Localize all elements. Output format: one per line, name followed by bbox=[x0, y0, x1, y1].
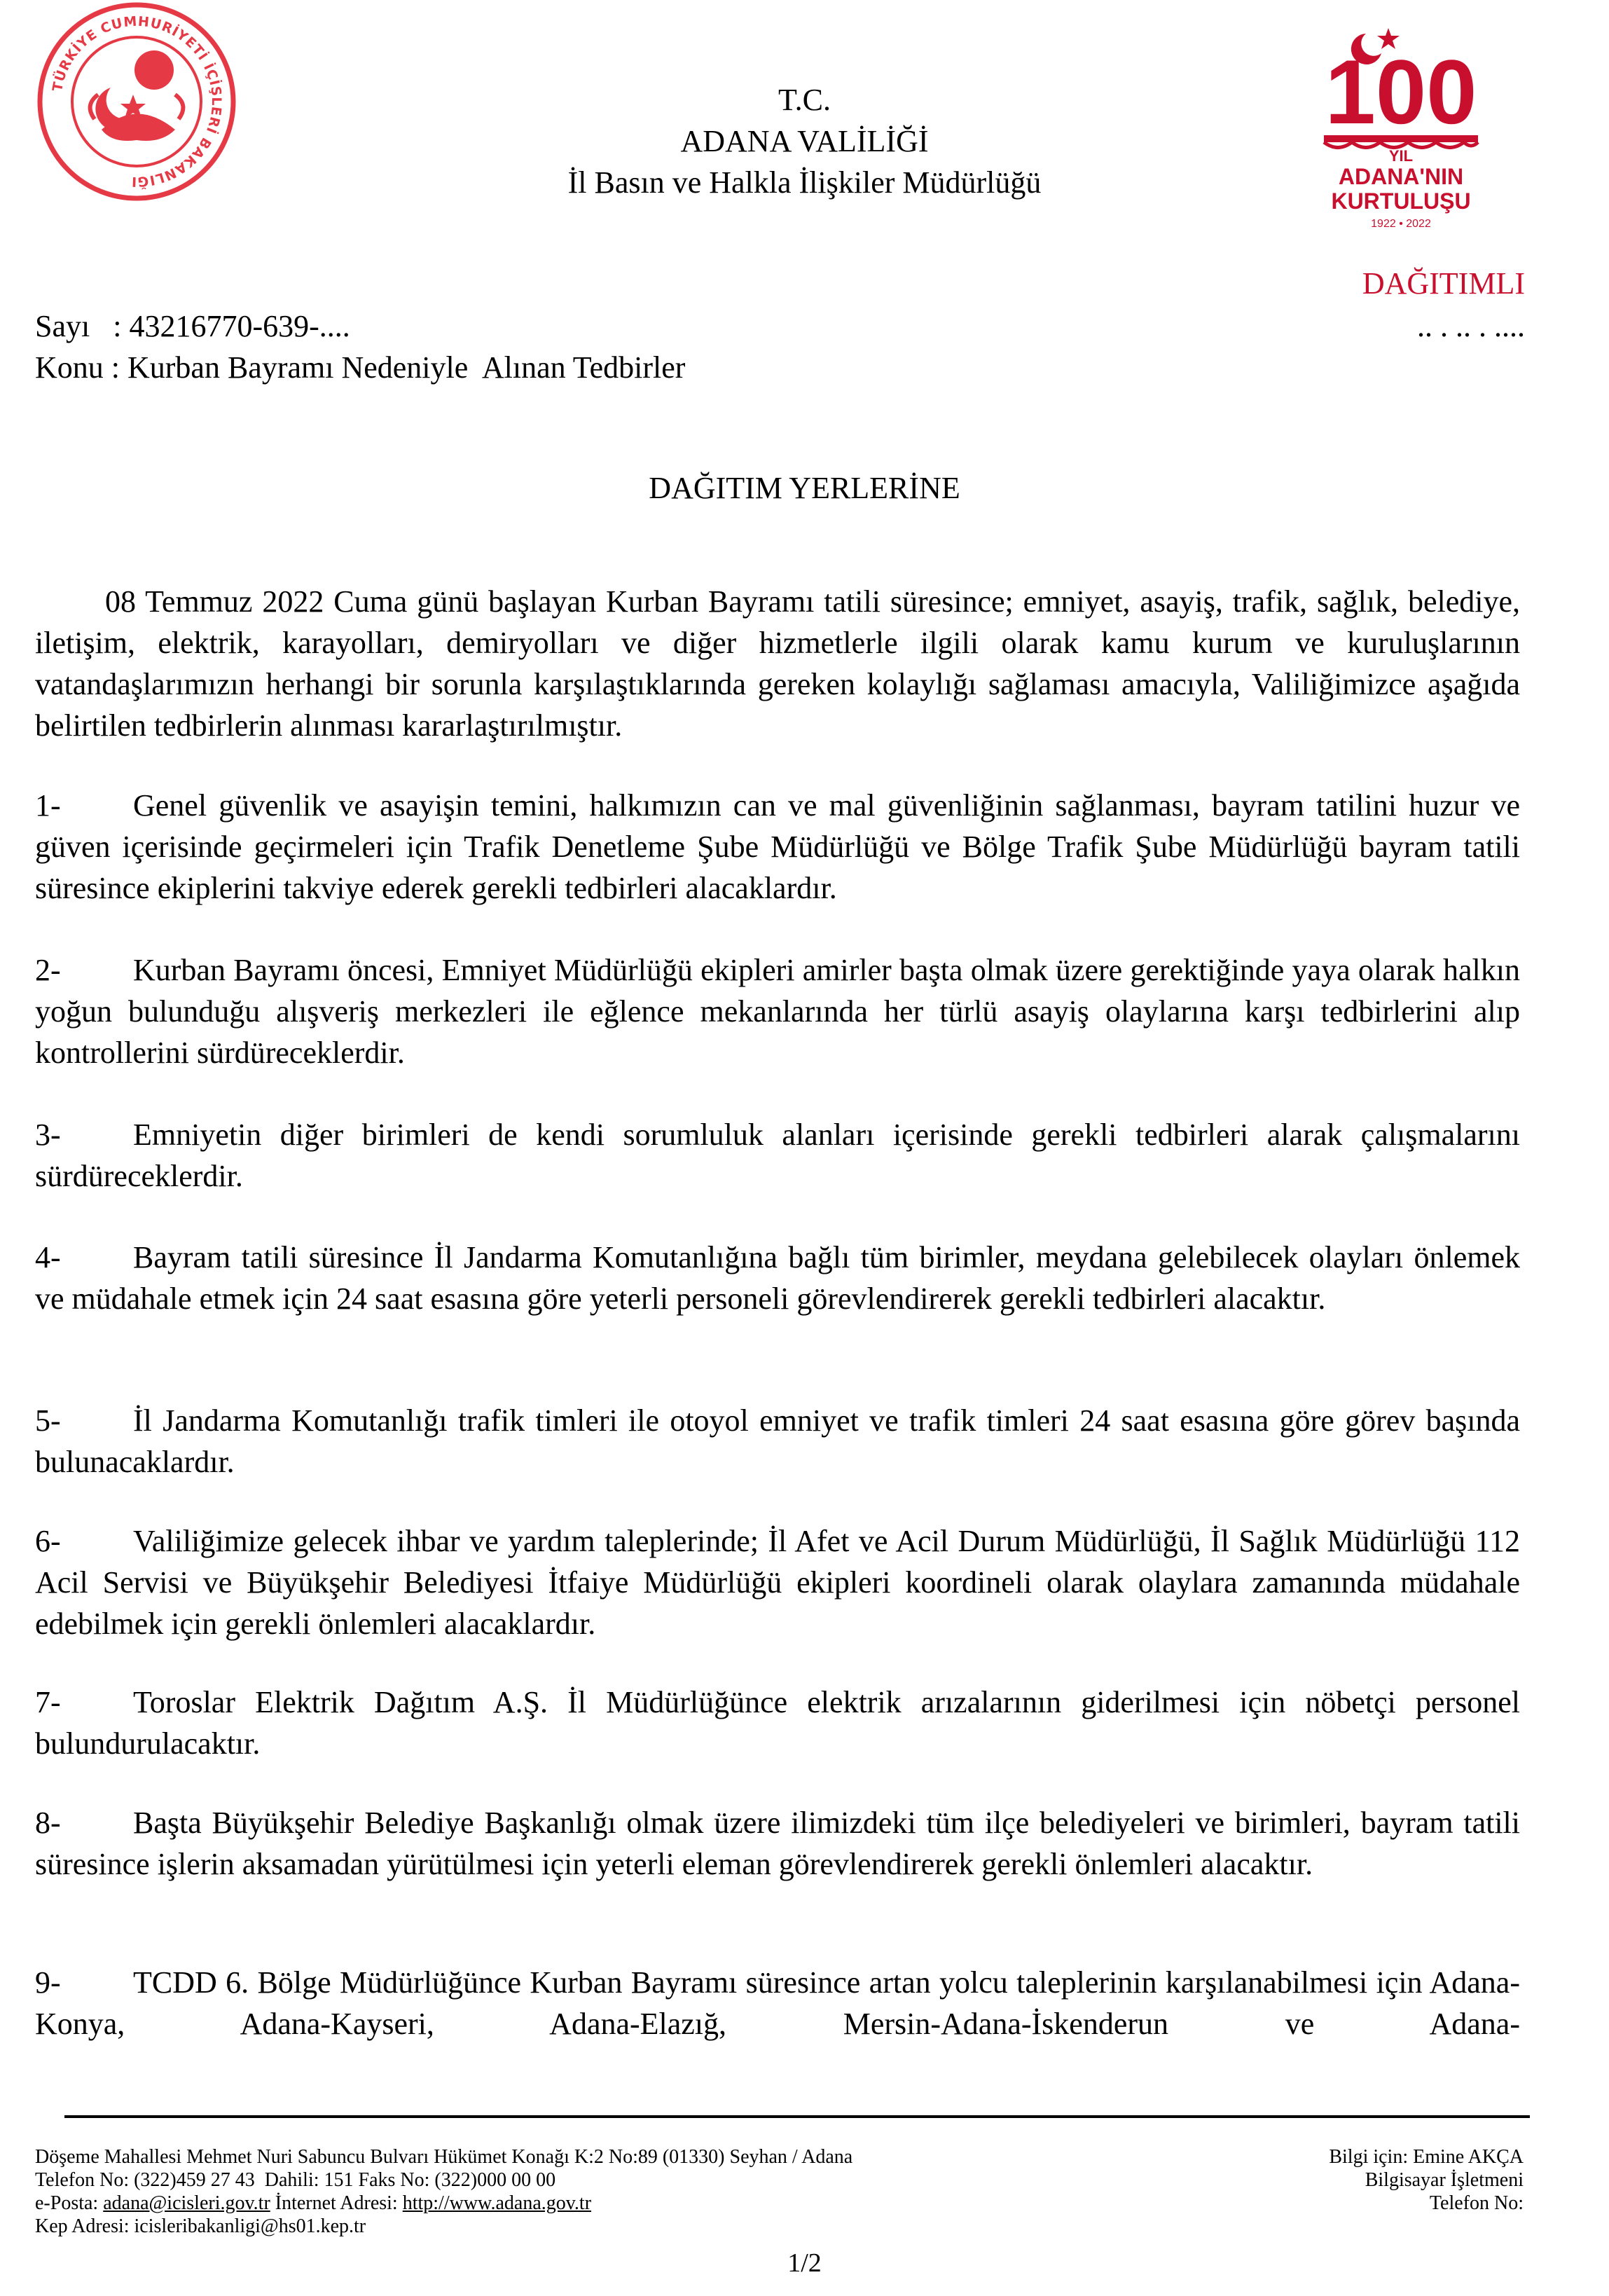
item-number: 9- bbox=[35, 1965, 61, 2000]
footer-kep: Kep Adresi: icisleribakanligi@hs01.kep.tr bbox=[35, 2215, 366, 2237]
item-number: 4- bbox=[35, 1240, 61, 1274]
distribution-label: DAĞITIMLI bbox=[1362, 266, 1525, 301]
list-item bbox=[35, 1237, 1520, 1319]
item-number: 3- bbox=[35, 1118, 61, 1152]
footer-phone: Telefon No: (322)459 27 43 Dahili: 151 Faks No: (322)000 00 00 bbox=[35, 2169, 556, 2191]
item-text: Başta Büyükşehir Belediye Başkanlığı olmak üzere ilimizdeki tüm ilçe belediyeleri ve birimleri, bayram tatili süresince işlerin aksamadan yürütülmesi için yeterli eleman görevlendirerek gerekli önlemleri alacaktır. bbox=[35, 1806, 1520, 1881]
item-number: 7- bbox=[35, 1685, 61, 1719]
item-number: 8- bbox=[35, 1806, 61, 1840]
addressee: DAĞITIM YERLERİNE bbox=[649, 471, 960, 505]
list-item bbox=[35, 785, 1520, 909]
emblem-line1: ADANA'NIN bbox=[1338, 164, 1464, 189]
page-number: 1/2 bbox=[787, 2248, 822, 2278]
emblem-yil: YIL bbox=[1388, 147, 1414, 165]
emblem-line2: KURTULUŞU bbox=[1331, 188, 1471, 214]
list-item bbox=[35, 1682, 1520, 1764]
document-number: Sayı : 43216770-639-.... bbox=[35, 309, 350, 343]
footer-divider bbox=[64, 2115, 1530, 2118]
item-number: 2- bbox=[35, 953, 61, 987]
seal-ring-text: TÜRKİYE CUMHURİYETİ İÇİŞLERİ BAKANLIĞI bbox=[49, 13, 225, 190]
item-text: Bayram tatili süresince İl Jandarma Komutanlığına bağlı tüm birimler, meydana gelebilecek olayları önlemek ve müdahale etmek için 24 saat esasına göre yeterli personeli görevlendirerek gerekli tedbirleri alacaktır. bbox=[35, 1240, 1520, 1316]
list-item bbox=[35, 1802, 1520, 1885]
footer-contact bbox=[35, 2192, 591, 2215]
item-text: Toroslar Elektrik Dağıtım A.Ş. İl Müdürlüğünce elektrik arızalarının giderilmesi için nöbetçi personel bulundurulacaktır. bbox=[35, 1685, 1520, 1761]
footer-info-unit: Bilgisayar İşletmeni bbox=[1365, 2169, 1524, 2191]
list-item bbox=[35, 1520, 1520, 1644]
list-item bbox=[35, 949, 1520, 1073]
emblem-number: 100 bbox=[1325, 41, 1477, 143]
document-subject: Konu : Kurban Bayramı Nedeniyle Alınan Tedbirler bbox=[35, 350, 686, 385]
document-date: .. . .. . .... bbox=[1417, 309, 1525, 343]
emblem-years: 1922 • 2022 bbox=[1371, 218, 1431, 230]
item-text: TCDD 6. Bölge Müdürlüğünce Kurban Bayramı süresince artan yolcu taleplerinin karşılanabilmesi için Adana-Konya, Adana-Kayseri, Adana-Elazığ, Mersin-Adana-İskenderun ve Adana- bbox=[35, 1965, 1520, 2041]
footer-info-phone: Telefon No: bbox=[1429, 2192, 1524, 2214]
web-link[interactable]: http://www.adana.gov.tr bbox=[402, 2192, 592, 2214]
web-label: İnternet Adresi: bbox=[270, 2192, 403, 2214]
header-department: İl Basın ve Halkla İlişkiler Müdürlüğü bbox=[567, 165, 1042, 200]
list-item bbox=[35, 1962, 1520, 2044]
item-text: Kurban Bayramı öncesi, Emniyet Müdürlüğü ekipleri amirler başta olmak üzere gerektiğinde yaya olarak halkın yoğun bulunduğu alışveriş merkezleri ile eğlence mekanlarında her türlü asayiş olaylarına karşı tedbirlerini alıp kontrollerini sürdüreceklerdir. bbox=[35, 953, 1520, 1070]
email-link[interactable]: adana@icisleri.gov.tr bbox=[103, 2192, 270, 2214]
footer-info-person: Bilgi için: Emine AKÇA bbox=[1329, 2146, 1524, 2168]
header-tc: T.C. bbox=[778, 83, 831, 117]
item-text: Valiliğimize gelecek ihbar ve yardım taleplerinde; İl Afet ve Acil Durum Müdürlüğü, İl Sağlık Müdürlüğü 112 Acil Servisi ve Büyükşehir Belediyesi İtfaiye Müdürlüğü ekipleri koordineli olarak olaylara zamanında müdahale edebilmek için gerekli önlemleri alacaklardır. bbox=[35, 1524, 1520, 1641]
item-number: 6- bbox=[35, 1524, 61, 1558]
header-valilik: ADANA VALİLİĞİ bbox=[680, 124, 929, 158]
list-item bbox=[35, 1400, 1520, 1483]
email-label: e-Posta: bbox=[35, 2192, 104, 2214]
footer-address: Döşeme Mahallesi Mehmet Nuri Sabuncu Bulvarı Hükümet Konağı K:2 No:89 (01330) Seyhan / Adana bbox=[35, 2146, 853, 2168]
list-item bbox=[35, 1114, 1520, 1197]
item-text: Emniyetin diğer birimleri de kendi sorumluluk alanları içerisinde gerekli tedbirleri alarak çalışmalarını sürdüreceklerdir. bbox=[35, 1118, 1520, 1193]
item-text: Genel güvenlik ve asayişin temini, halkımızın can ve mal güvenliğinin sağlanması, bayram tatilini huzur ve güven içerisinde geçirmeleri için Trafik Denetleme Şube Müdürlüğü ve Bölge Trafik Şube Müdürlüğü bayram tatili süresince ekiplerini takviye ederek gerekli tedbirleri alacaklardır. bbox=[35, 788, 1520, 905]
intro-paragraph: 08 Temmuz 2022 Cuma günü başlayan Kurban Bayramı tatili süresince; emniyet, asayiş, trafik, sağlık, belediye, iletişim, elektrik, karayolları, demiryolları ve diğer hizmetlerle ilgili olarak kamu kurum ve kuruluşlarının vatandaşlarımızın herhangi bir sorunla karşılaştıklarında gereken kolaylığı sağlaması amacıyla, Valiliğimizce aşağıda belirtilen tedbirlerin alınması kararlaştırılmıştır. bbox=[35, 584, 1520, 743]
item-number: 1- bbox=[35, 788, 61, 823]
item-number: 5- bbox=[35, 1403, 61, 1438]
item-text: İl Jandarma Komutanlığı trafik timleri ile otoyol emniyet ve trafik timleri 24 saat esasına göre görev başında bulunacaklardır. bbox=[35, 1403, 1520, 1479]
